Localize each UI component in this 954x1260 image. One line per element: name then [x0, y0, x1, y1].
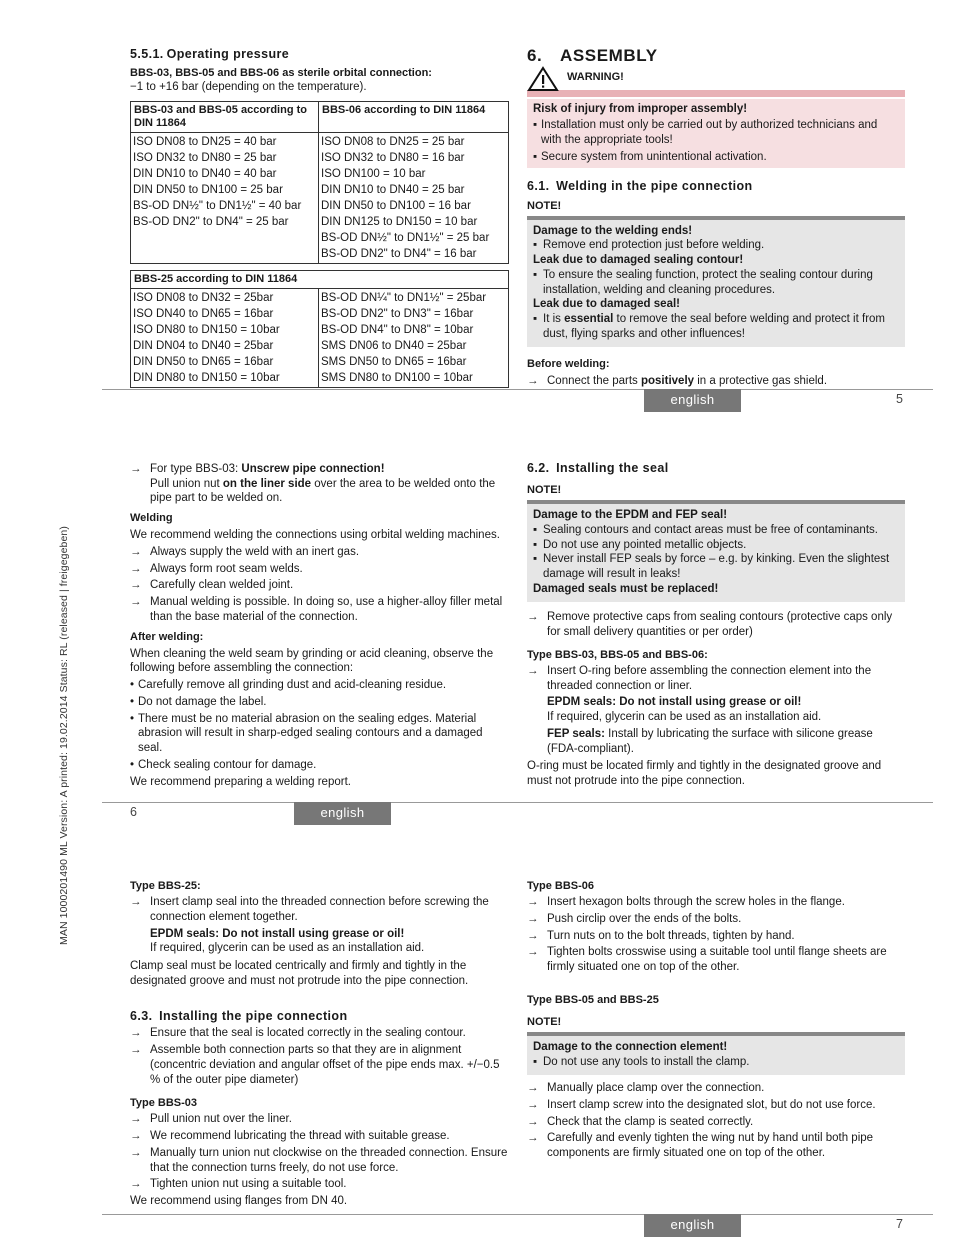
- step-text: over the area to be welded onto the pipe part to be welded on.: [150, 477, 496, 505]
- bullet: •: [130, 695, 135, 708]
- step-text: Pull union nut: [150, 477, 223, 490]
- type03-steps: [130, 1112, 510, 1192]
- section-heading: 5.5.1. Operating pressure: [130, 47, 290, 61]
- arrow-icon: →: [527, 946, 539, 959]
- list-item: [130, 758, 510, 773]
- table-cell-line: ISO DN100 = 10 bar: [321, 167, 426, 180]
- list-item: [533, 538, 899, 553]
- step-emphasis: positively: [640, 374, 695, 387]
- step: [130, 1043, 510, 1087]
- step: [130, 1026, 510, 1041]
- language-tab: english: [644, 1214, 741, 1237]
- table-cell-line: ISO DN40 to DN65 = 16bar: [133, 307, 274, 320]
- table-cell-line: SMS DN06 to DN40 = 25bar: [321, 339, 467, 352]
- arrow-icon: →: [527, 896, 539, 909]
- table-cell-line: ISO DN32 to DN80 = 16 bar: [321, 151, 465, 164]
- sub-heading: 6.2. Installing the seal: [527, 461, 669, 475]
- note-title: Damage to the connection element!: [533, 1040, 728, 1053]
- list-item-text: Sealing contours and contact areas must be free of contaminants.: [543, 523, 878, 536]
- type-label: Type BBS-03, BBS-05 and BBS-06:: [527, 648, 708, 661]
- page-divider: [102, 1214, 933, 1215]
- bullet: ▪: [533, 523, 538, 536]
- bullet: ▪: [533, 268, 538, 281]
- welding-text: We recommend welding the connections using orbital welding machines.: [130, 529, 500, 542]
- list-item-text: Never install FEP seals by force – e.g. by kinking. Even the slightest damage will result in leaks!: [543, 553, 890, 580]
- table-header: BBS-03 and BBS-05 according to DIN 11864: [131, 101, 319, 132]
- arrow-icon: →: [527, 1132, 539, 1145]
- table-cell-line: DIN DN50 to DN100 = 16 bar: [321, 199, 471, 212]
- warning-icon: [527, 66, 559, 92]
- step: [527, 1081, 905, 1096]
- bullet: ▪: [533, 119, 538, 132]
- step-text: Carefully clean welded joint.: [150, 579, 294, 592]
- bullet: ▪: [533, 538, 538, 551]
- table-cell: [319, 288, 509, 387]
- warning-item: Secure system from unintentional activation.: [541, 150, 767, 163]
- arrow-icon: →: [527, 1115, 539, 1128]
- arrow-icon: →: [527, 1098, 539, 1111]
- warning-bar: [527, 90, 905, 97]
- warning-label: WARNING!: [567, 70, 624, 83]
- bullet: ▪: [533, 553, 538, 566]
- step-text: For type BBS-03:: [150, 463, 242, 475]
- step-text: Insert clamp seal into the threaded connection before screwing the connection element together.: [150, 896, 489, 923]
- page-number: 5: [896, 392, 903, 406]
- oring-text: O-ring must be located firmly and tightly in the designated groove and must not protrude into the pipe connection.: [527, 760, 882, 787]
- step-text: Pull union nut over the liner.: [150, 1113, 292, 1126]
- step-text: Manual welding is possible. In doing so, use a higher-alloy filler metal than the base material of the connection.: [150, 596, 503, 623]
- step: [527, 895, 905, 910]
- step-text: Insert O-ring before assembling the connection element into the threaded connection or liner.: [547, 664, 872, 692]
- list-item: [533, 523, 899, 538]
- page6-left: [130, 460, 510, 790]
- arrow-icon: →: [527, 611, 539, 624]
- page5-right: [527, 45, 905, 388]
- epdm-warning: EPDM seals: Do not install using grease or oil!: [547, 696, 802, 709]
- list-item-text: Carefully remove all grinding dust and acid-cleaning residue.: [138, 679, 447, 692]
- list-item-text: Check sealing contour for damage.: [138, 758, 317, 771]
- page-divider: [102, 389, 933, 390]
- arrow-icon: →: [130, 1146, 142, 1159]
- arrow-icon: →: [527, 1082, 539, 1095]
- page6-right: [527, 460, 905, 789]
- welding-label: Welding: [130, 512, 173, 525]
- before-label: Before welding:: [527, 358, 610, 371]
- step-text: Push circlip over the ends of the bolts.: [547, 912, 742, 925]
- epdm-warning: EPDM seals: Do not install using grease or oil!: [150, 927, 405, 940]
- step-text: Tighten union nut using a suitable tool.: [150, 1178, 347, 1191]
- warning-item: Installation must only be carried out by authorized technicians and with the appropriate tools!: [541, 119, 878, 147]
- arrow-icon: →: [527, 664, 539, 677]
- table-cell: [131, 132, 319, 263]
- step: [130, 562, 510, 577]
- step-text: Turn nuts on to the bolt threads, tighten by hand.: [547, 929, 795, 942]
- note-emphasis: essential: [564, 313, 614, 326]
- bullet: ▪: [533, 313, 538, 326]
- pressure-table-2: [130, 270, 509, 388]
- step: [130, 1177, 510, 1192]
- arrow-icon: →: [130, 1178, 142, 1191]
- note-box: [527, 220, 905, 348]
- chapter-heading: 6. ASSEMBLY: [527, 46, 658, 65]
- clamp-steps: [527, 1081, 905, 1161]
- table-cell-line: DIN DN50 to DN65 = 16bar: [133, 355, 274, 368]
- note-item: To ensure the sealing function, protect the sealing contour during installation, welding and cleaning procedures.: [543, 268, 873, 296]
- step: [527, 912, 905, 927]
- after-items: [130, 678, 510, 772]
- flanges-text: We recommend using flanges from DN 40.: [130, 1194, 348, 1207]
- note-footer: Damaged seals must be replaced!: [533, 582, 719, 595]
- table-cell: [319, 132, 509, 263]
- note-text: It is: [543, 313, 565, 326]
- step-text: Manually turn union nut clockwise on the threaded connection. Ensure that the connection turns freely, do not use force.: [150, 1146, 508, 1174]
- language-tab: english: [294, 802, 391, 825]
- sub-heading: 6.3. Installing the pipe connection: [130, 1009, 348, 1024]
- note-title: Damage to the EPDM and FEP seal!: [533, 509, 728, 522]
- arrow-icon: →: [130, 562, 142, 575]
- step-emphasis: on the liner side: [222, 477, 312, 490]
- table-cell-line: ISO DN80 to DN150 = 10bar: [133, 323, 280, 336]
- weld-steps: [130, 545, 510, 625]
- epdm-text: If required, glycerin can be used as an installation aid.: [547, 711, 822, 724]
- table-cell-line: BS-OD DN2" to DN3" = 16bar: [321, 307, 474, 320]
- table-cell: [131, 288, 319, 387]
- step-text: Always supply the weld with an inert gas.: [150, 545, 360, 558]
- list-item-text: Do not use any pointed metallic objects.: [543, 538, 747, 551]
- arrow-icon: →: [527, 912, 539, 925]
- clamp-text: Clamp seal must be located centrically and firmly and tightly in the designated groove and must not protrude into the pipe connection.: [130, 959, 469, 987]
- arrow-icon: →: [130, 1027, 142, 1040]
- bullet: •: [130, 712, 135, 725]
- step-emphasis: Unscrew pipe connection!: [241, 463, 385, 475]
- warning-title: Risk of injury from improper assembly!: [533, 102, 748, 115]
- note-text: to remove the seal before welding and protect it from dust, flying sparks and other influences!: [543, 313, 885, 340]
- table-cell-line: DIN DN04 to DN40 = 25bar: [133, 339, 274, 352]
- table-cell-line: BS-OD DN2" to DN4" = 16 bar: [321, 247, 477, 260]
- note-title: Leak due to damaged sealing contour!: [533, 254, 744, 267]
- step-text: in a protective gas shield.: [694, 374, 828, 387]
- step-text: Carefully and evenly tighten the wing nut by hand until both pipe components are firmly situated one on top of the other.: [547, 1132, 874, 1160]
- intro-text: −1 to +16 bar (depending on the temperature).: [130, 81, 367, 94]
- arrow-icon: →: [130, 463, 142, 475]
- step-text: Insert hexagon bolts through the screw holes in the flange.: [547, 896, 845, 909]
- step: [130, 545, 510, 560]
- arrow-icon: →: [130, 896, 142, 909]
- note-label: NOTE!: [527, 1015, 562, 1028]
- step-text: Connect the parts: [547, 374, 641, 387]
- type-label: Type BBS-06: [527, 880, 595, 892]
- note-item: Remove end protection just before welding.: [543, 239, 765, 252]
- step: [130, 1146, 510, 1175]
- after-label: After welding:: [130, 630, 204, 643]
- step: [527, 1115, 905, 1130]
- list-item: [130, 695, 510, 710]
- step: [130, 595, 510, 624]
- table-cell-line: SMS DN80 to DN100 = 10bar: [321, 371, 473, 384]
- step-text: Insert clamp screw into the designated slot, but do not use force.: [547, 1098, 876, 1111]
- page7-left: [130, 874, 510, 1209]
- page7-right: [527, 874, 905, 1161]
- arrow-icon: →: [527, 374, 539, 387]
- report-text: We recommend preparing a welding report.: [130, 776, 351, 789]
- step-text: Check that the clamp is seated correctly.: [547, 1115, 754, 1128]
- page5-left: [130, 46, 510, 388]
- note-box: [527, 1036, 905, 1075]
- page-number: 7: [896, 1217, 903, 1231]
- list-item: [130, 678, 510, 693]
- step-text: Ensure that the seal is located correctly in the sealing contour.: [150, 1027, 466, 1040]
- arrow-icon: →: [130, 1044, 142, 1057]
- sub-heading: 6.1. Welding in the pipe connection: [527, 178, 753, 193]
- step: [527, 1131, 905, 1160]
- note-box: [527, 504, 905, 602]
- arrow-icon: →: [130, 596, 142, 609]
- arrow-icon: →: [130, 1130, 142, 1143]
- step-text: Manually place clamp over the connection.: [547, 1082, 765, 1095]
- list-item: [533, 552, 899, 581]
- step-text: Assemble both connection parts so that they are in alignment (concentric deviation and angular offset of the pipe ends max. +/−0.5 % of the outer pipe diameter): [150, 1044, 502, 1086]
- fep-label: FEP seals:: [547, 727, 605, 740]
- type-label: Type BBS-03: [130, 1097, 198, 1110]
- table-cell-line: ISO DN08 to DN25 = 40 bar: [133, 135, 277, 148]
- table-cell-line: BS-OD DN2" to DN4" = 25 bar: [133, 215, 289, 228]
- table-cell-line: DIN DN125 to DN150 = 10 bar: [321, 215, 478, 228]
- type-label: Type BBS-25:: [130, 880, 201, 892]
- note-label: NOTE!: [527, 199, 562, 212]
- table-cell-line: ISO DN08 to DN25 = 25 bar: [321, 135, 465, 148]
- warning-box: [527, 99, 905, 168]
- note-title: Damage to the welding ends!: [533, 224, 693, 237]
- arrow-icon: →: [130, 579, 142, 592]
- arrow-icon: →: [130, 545, 142, 558]
- type06-steps: [527, 895, 905, 975]
- step-text: We recommend lubricating the thread with suitable grease.: [150, 1130, 450, 1143]
- list-item-text: There must be no material abrasion on the sealing edges. Material abrasion will result in sharp-edged sealing contours and a damaged seal.: [138, 712, 483, 754]
- bullet: ▪: [533, 1055, 538, 1068]
- table-cell-line: DIN DN10 to DN40 = 40 bar: [133, 167, 277, 180]
- language-tab: english: [644, 389, 741, 412]
- arrow-icon: →: [130, 1113, 142, 1126]
- pressure-table-1: [130, 101, 509, 264]
- document-status-sidebar: MAN 1000201490 ML Version: A printed: 19.02.2014 Status: RL (released | freigegeben): [58, 526, 70, 945]
- table-header: BBS-06 according to DIN 11864: [319, 101, 509, 132]
- note-title: Leak due to damaged seal!: [533, 298, 680, 311]
- table-cell-line: DIN DN10 to DN40 = 25 bar: [321, 183, 465, 196]
- note-item: Do not use any tools to install the clamp.: [543, 1055, 750, 1068]
- type-label: Type BBS-05 and BBS-25: [527, 993, 659, 1006]
- step-text: Remove protective caps from sealing contours (protective caps only for small delivery quantities or per order): [547, 611, 893, 639]
- fep-text: Install by lubricating the surface with silicone grease (FDA-compliant).: [547, 727, 873, 755]
- note-items: [533, 523, 899, 582]
- table-cell-line: ISO DN32 to DN80 = 25 bar: [133, 151, 277, 164]
- table-cell-line: BS-OD DN4" to DN8" = 10bar: [321, 323, 474, 336]
- step-text: Always form root seam welds.: [150, 562, 303, 575]
- page-divider: [102, 802, 933, 803]
- step: [130, 578, 510, 593]
- intro-bold: BBS-03, BBS-05 and BBS-06 as sterile orbital connection:: [130, 67, 432, 79]
- step: [130, 1112, 510, 1127]
- list-item: [130, 712, 510, 756]
- note-label: NOTE!: [527, 484, 562, 496]
- epdm-text: If required, glycerin can be used as an installation aid.: [150, 942, 425, 955]
- step: [130, 1129, 510, 1144]
- bullet: •: [130, 758, 135, 771]
- table-cell-line: SMS DN50 to DN65 = 16bar: [321, 355, 467, 368]
- step-text: Tighten bolts crosswise using a suitable tool until flange sheets are firmly situated one on top of the other.: [547, 946, 887, 973]
- step: [527, 945, 905, 974]
- after-text: When cleaning the weld seam by grinding or acid cleaning, observe the following before assembling the connection:: [130, 647, 494, 675]
- step: [527, 929, 905, 944]
- bullet: ▪: [533, 150, 538, 163]
- list-item-text: Do not damage the label.: [138, 695, 267, 708]
- table-cell-line: BS-OD DN½" to DN1½" = 40 bar: [133, 199, 302, 212]
- table-cell-line: BS-OD DN¼" to DN1½" = 25bar: [321, 291, 487, 304]
- table-cell-line: BS-OD DN½" to DN1½" = 25 bar: [321, 231, 490, 244]
- install-steps: [130, 1026, 510, 1087]
- bullet: •: [130, 679, 135, 692]
- table-cell-line: ISO DN08 to DN32 = 25bar: [133, 291, 274, 304]
- step: [527, 1098, 905, 1113]
- table-cell-line: DIN DN80 to DN150 = 10bar: [133, 371, 280, 384]
- bullet: ▪: [533, 239, 538, 252]
- table-header: BBS-25 according to DIN 11864: [131, 270, 509, 288]
- arrow-icon: →: [527, 929, 539, 942]
- table-cell-line: DIN DN50 to DN100 = 25 bar: [133, 183, 283, 196]
- page-number: 6: [130, 805, 137, 819]
